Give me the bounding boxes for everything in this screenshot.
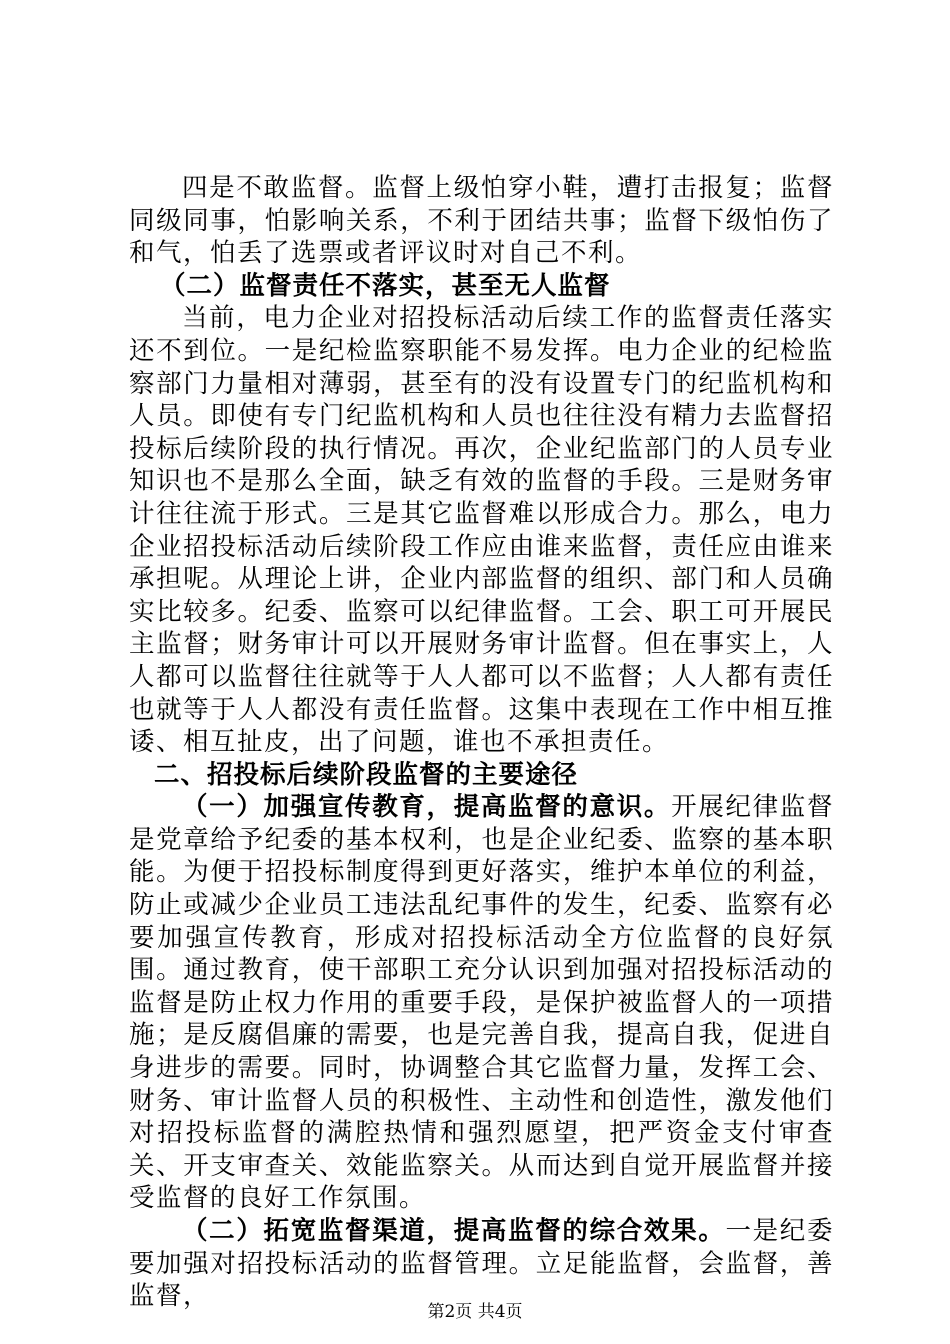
paragraph-publicity-education [129, 791, 834, 1215]
paragraph-lead-publicity: （一）加强宣传教育，提高监督的意识。 [182, 792, 672, 823]
page-footer: 第2页 共4页 [427, 1302, 523, 1322]
paragraph-responsibility: 当前，电力企业对招投标活动后续工作的监督责任落实还不到位。一是纪检监察职能不易发挥。电力企业的纪检监察部门力量相对薄弱，甚至有的没有设置专门的纪监机构和人员。即使有专门纪监机构和人员也往往没有精力去监督招投标后续阶段的执行情况。再次，企业纪监部门的人员专业知识也不是那么全面，缺乏有效的监督的手段。三是财务审计往往流于形式。三是其它监督难以形成合力。那么，电力企业招投标活动后续阶段工作应由谁来监督，责任应由谁来承担呢。从理论上讲，企业内部监督的组织、部门和人员确实比较多。纪委、监察可以纪律监督。工会、职工可开展民主监督；财务审计可以开展财务审计监督。但在事实上，人人都可以监督往往就等于人人都可以不监督；人人都有责任也就等于人人都没有责任监督。这集中表现在工作中相互推诿、相互扯皮，出了问题，谁也不承担责任。 [129, 303, 834, 758]
paragraph-body-publicity: 开展纪律监督是党章给予纪委的基本权利，也是企业纪委、监察的基本职能。为便于招投标制度得到更好落实，维护本单位的利益，防止或减少企业员工违法乱纪事件的发生，纪委、监察有必要加强宣传教育，形成对招投标活动全方位监督的良好氛围。通过教育，使干部职工充分认识到加强对招投标活动的监督是防止权力作用的重要手段，是保护被监督人的一项措施；是反腐倡廉的需要，也是完善自我，提高自我，促进自身进步的需要。同时，协调整合其它监督力量，发挥工会、财务、审计监督人员的积极性、主动性和创造性，激发他们对招投标监督的满腔热情和强烈愿望，把严资金支付审查关、开支审查关、效能监察关。从而达到自觉开展监督并接受监督的良好工作氛围。 [129, 792, 834, 1214]
section-heading-responsibility: （二）监督责任不落实，甚至无人监督 [160, 270, 611, 301]
section-heading-main-approaches: 二、招投标后续阶段监督的主要途径 [154, 759, 579, 790]
paragraph-broaden-channels [129, 1215, 834, 1313]
paragraph-dare-not-supervise: 四是不敢监督。监督上级怕穿小鞋，遭打击报复；监督同级同事，怕影响关系，不利于团结共事；监督下级怕伤了和气，怕丢了选票或者评议时对自己不利。 [129, 173, 834, 269]
document-body [129, 172, 834, 1313]
paragraph-lead-channels: （二）拓宽监督渠道，提高监督的综合效果。 [182, 1216, 726, 1246]
paragraph-body-channels: 一是纪委要加强对招投标活动的监督管理。立足能监督，会监督，善监督， [129, 1216, 834, 1312]
